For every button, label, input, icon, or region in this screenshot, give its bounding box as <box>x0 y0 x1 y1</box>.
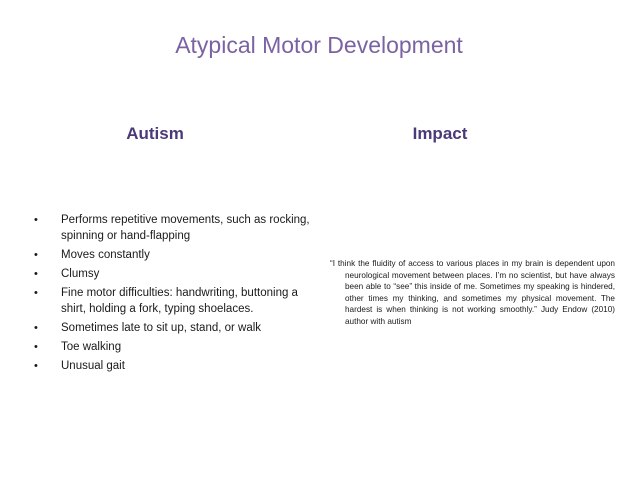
impact-quote: “I think the fluidity of access to various places in my brain is dependent upon neurological movement between places. I’m no scientist, but have always been able to “see” this inside of me. Sometimes my speaking is hindered, other times my thinking, and sometimes my physical movement. The hardest is when thinking is not working smoothly.” Judy Endow (2010) author with autism <box>330 259 615 326</box>
autism-bullet-list <box>34 212 310 377</box>
bullet-text: Unusual gait <box>61 360 125 372</box>
bullet-icon: • <box>34 322 38 334</box>
bullet-icon: • <box>34 287 38 299</box>
bullet-text: Fine motor difficulties: handwriting, buttoning a shirt, holding a fork, typing shoelaces. <box>61 287 298 315</box>
bullet-icon: • <box>34 341 38 353</box>
bullet-text: Toe walking <box>61 341 122 353</box>
bullet-text: Clumsy <box>61 268 100 280</box>
bullet-text: Sometimes late to sit up, stand, or walk <box>61 322 262 334</box>
list-item <box>34 247 310 263</box>
list-item <box>34 266 310 282</box>
bullet-text: Performs repetitive movements, such as rocking, spinning or hand-flapping <box>61 214 310 242</box>
impact-heading: Impact <box>412 124 468 143</box>
bullet-icon: • <box>34 214 38 226</box>
list-item <box>34 339 310 355</box>
list-item <box>34 320 310 336</box>
list-item <box>34 285 310 317</box>
bullet-icon: • <box>34 268 38 280</box>
bullet-icon: • <box>34 249 38 261</box>
list-item <box>34 358 310 374</box>
list-item <box>34 212 310 244</box>
autism-heading: Autism <box>126 124 184 143</box>
slide-title: Atypical Motor Development <box>175 32 463 58</box>
bullet-text: Moves constantly <box>61 249 150 261</box>
bullet-icon: • <box>34 360 38 372</box>
